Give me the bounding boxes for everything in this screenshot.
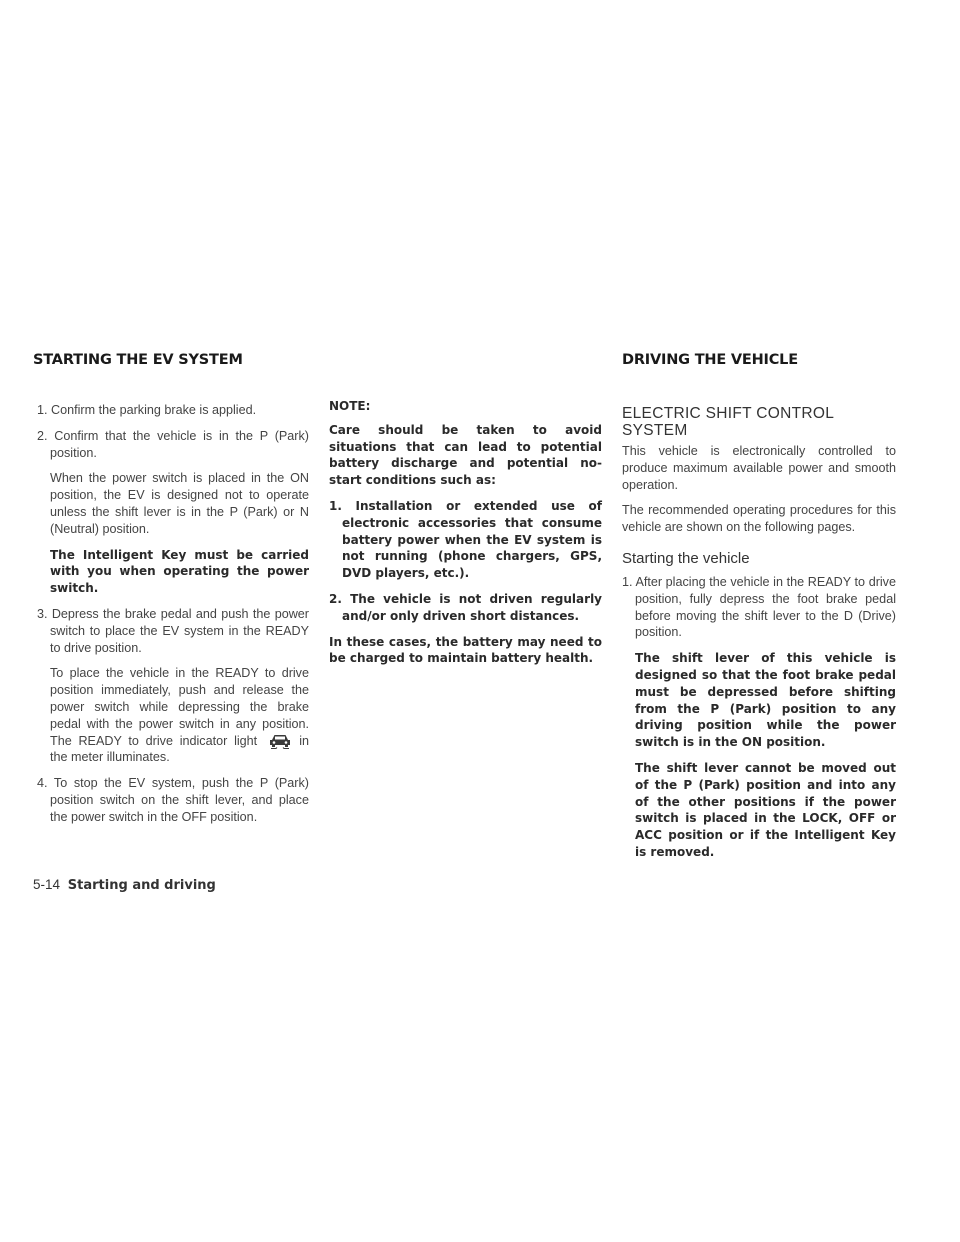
driving-paragraph-1: This vehicle is electronically controlled to produce maximum available power and smooth operation. [622,444,896,492]
page-number: 5-14 [33,877,61,892]
step-2-detail: When the power switch is placed in the ON position, the EV is designed not to operate unless the shift lever is in the P (Park) or N (Neutral) position. [50,471,309,536]
ready-to-drive-indicator-icon [269,733,291,749]
step-3: 3. Depress the brake pedal and push the power switch to place the EV system in the READY to drive position. [37,606,309,655]
step-3-detail-text: To place the vehicle in the READY to drive position immediately, push and release the power switch while depressing the brake pedal with the power switch in any position. The READY to drive indicator light [50,666,309,748]
note-item-1: 1. Installation or extended use of electronic accessories that consume battery power when the EV system is not running (phone chargers, GPS, DVD players, etc.). [329,498,602,581]
section-heading-starting-ev: STARTING THE EV SYSTEM [33,352,243,368]
step-4: 4. To stop the EV system, push the P (Park) position switch on the shift lever, and place the power switch in the OFF position. [37,776,309,824]
driving-step-1-warning-2: The shift lever cannot be moved out of the P (Park) position and into any of the other positions if the power switch is placed in the LOCK, OFF or ACC position or if the Intelligent Key is removed. [635,760,896,859]
step-2-warning: The Intelligent Key must be carried with you when operating the power switch. [50,547,309,596]
note-intro: Care should be taken to avoid situations that can lead to potential battery discharge and potential no-start conditions such as: [329,422,602,488]
page-footer [33,877,216,893]
step-1: 1. Confirm the parking brake is applied. [37,403,257,417]
subhead-electric-shift: ELECTRIC SHIFT CONTROL SYSTEM [622,405,834,439]
column-note [329,398,602,676]
column-starting-steps [37,402,309,835]
step-2: 2. Confirm that the vehicle is in the P (Park) position. [37,428,309,460]
driving-paragraph-2: The recommended operating procedures for this vehicle are shown on the following pages. [622,503,896,535]
driving-step-1: 1. After placing the vehicle in the READY to drive position, fully depress the foot brake pedal before moving the shift lever to the D (Drive) position. [622,574,896,640]
subhead-starting-vehicle: Starting the vehicle [622,549,750,567]
note-item-2: 2. The vehicle is not driven regularly and/or only driven short distances. [329,591,602,623]
section-heading-driving-vehicle: DRIVING THE VEHICLE [622,352,798,368]
column-driving [622,405,896,870]
driving-step-1-warning-1: The shift lever of this vehicle is designed so that the foot brake pedal must be depressed before shifting from the P (Park) position to any driving position while the power switch is in the ON position. [635,651,896,750]
note-label: NOTE: [329,399,371,413]
step-3-detail [50,665,309,766]
chapter-title: Starting and driving [67,878,216,893]
step-3-detail-end: in the meter illuminates. [50,733,309,765]
note-outro: In these cases, the battery may need to be charged to maintain battery health. [329,634,602,666]
